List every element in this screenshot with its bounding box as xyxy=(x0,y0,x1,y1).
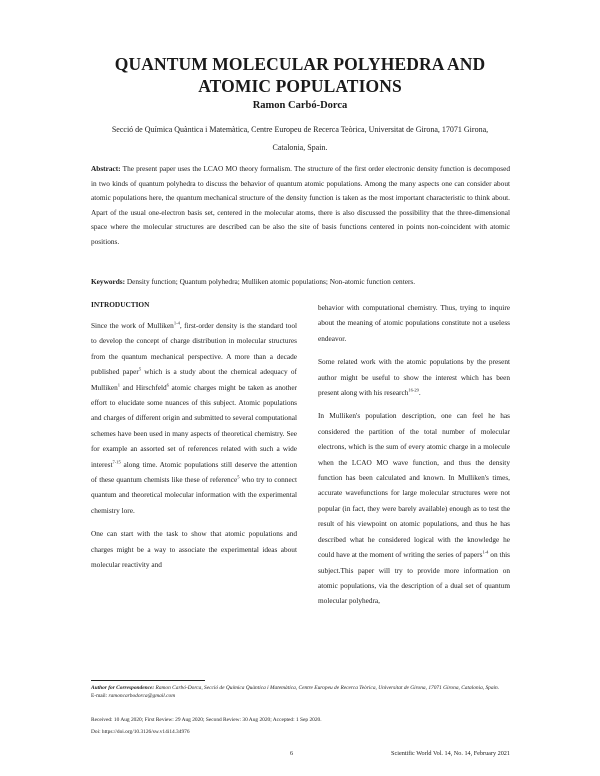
text-run: Since the work of Mulliken xyxy=(91,321,174,330)
intro-paragraph-4 xyxy=(318,354,510,400)
text-run: . xyxy=(418,388,421,398)
citation-ref: 6 xyxy=(166,382,169,388)
text-run: who try to connect quantum and theoretical molecular information with the experimental chemistry lore. xyxy=(91,475,297,515)
title-line-1: QUANTUM MOLECULAR POLYHEDRA AND xyxy=(114,54,486,74)
text-run: along time. Atomic populations still deserve the attention of these quantum chemists like these of reference xyxy=(91,459,297,485)
text-run: In Mulliken's population description, one can feel he has considered the partition of the total number of molecular electrons, which is the sum of every atomic charge in a molecule when the LCAO MO wave function, and thus the density function has been calculated and known. In Mulliken's times, accurate wavefunctions for large molecular structures were not popular (in fact, they were barely available) enough as to test the result of his viewpoint on atomic populations, and thus he has described what he considered logical with the knowledge he could have at the moment of writing the series of papers xyxy=(318,411,510,560)
text-run: which is a study about the chemical adequacy of Mulliken xyxy=(91,367,297,392)
footnote-divider xyxy=(91,680,205,681)
abstract xyxy=(91,162,510,250)
intro-paragraph-5 xyxy=(318,408,510,608)
doi-link[interactable]: Doi: https://doi.org/10.3126/sw.v14i14.34976 xyxy=(91,729,190,735)
email-link[interactable]: ramoncarbodorca@gmail.com xyxy=(108,693,176,700)
keywords-label: Keywords: xyxy=(91,277,126,286)
abstract-label: Abstract: xyxy=(91,164,121,173)
right-column xyxy=(318,300,510,617)
correspondence-label: Author for Correspondence: xyxy=(91,685,155,691)
email-label: E-mail: xyxy=(91,693,109,700)
intro-paragraph-3: behavior with computational chemistry. Thus, trying to inquire about the meaning of atomic populations constitute not a useless endeavor. xyxy=(318,303,510,343)
title-line-2: ATOMIC POPULATIONS xyxy=(198,76,402,96)
citation-ref: 7-15 xyxy=(112,459,121,465)
citation-ref: 16-29 xyxy=(408,387,419,393)
affiliation xyxy=(90,121,510,157)
correspondence-text: Ramon Carbó-Dorca, Secció de Química Quàntica i Matemàtica, Centre Europeu de Recerca Teòrica, Universitat de Girona, 17071 Girona, Catalonia, Spain. xyxy=(154,685,500,691)
citation-ref: 1 xyxy=(117,382,121,388)
intro-paragraph-1 xyxy=(91,318,297,518)
page-number: 6 xyxy=(290,750,294,757)
text-run: on this subject.This paper will try to provide more information on atomic populations, via the description of a dual set of quantum molecular polyhedra, xyxy=(318,550,510,606)
citation-ref: 5 xyxy=(237,474,240,480)
text-run: and Hirschfeld xyxy=(120,382,167,392)
citation-ref: 1-4 xyxy=(482,549,489,555)
abstract-text: The present paper uses the LCAO MO theory formalism. The structure of the first order electronic density function is decomposed in two kinds of quantum polyhedra to discuss the behavior of quantum atomic populations. Among the many aspects one can consider about atomic populations here, the quantum mechanical structure of the density function is taken as the most important characteristic to think about. Apart of the usual one-electron basis set, centered in the molecular atoms, there is also discussed the possibility that the three-dimensional space where the molecular structures are described can be also the site of basis functions centered in points non-coincident with atomic positions. xyxy=(91,164,510,246)
text-run: Some related work with the atomic populations by the present author might be useful to show the interest which has been present along with his research xyxy=(318,357,510,398)
intro-paragraph-2: One can start with the task to show that atomic populations and charges might be a way to associate the experimental ideas about molecular reactivity and xyxy=(91,529,297,570)
left-column xyxy=(91,300,297,581)
affiliation-line-2: Catalonia, Spain. xyxy=(272,143,328,152)
paper-title xyxy=(60,53,540,97)
citation-ref: 1-4 xyxy=(173,320,180,326)
text-run: , first-order density is the standard tool to develop the concept of charge distribution in molecular structures from the quantum mechanical perspective. A more than a decade published paper xyxy=(91,321,297,377)
affiliation-line-1: Secció de Química Quàntica i Matemàtica, Centre Europeu de Recerca Teòrica, Universitat de Girona, 17071 Girona, xyxy=(111,125,489,134)
keywords xyxy=(91,277,510,286)
author-name: Ramon Carbó-Dorca xyxy=(252,100,348,111)
section-heading: INTRODUCTION xyxy=(91,300,150,309)
review-dates: Received: 10 Aug 2020; First Review: 29 Aug 2020; Second Review: 30 Aug 2020; Accepted: 1 Sep 2020. xyxy=(91,717,322,723)
text-run: atomic charges might be taken as another effort to elucidate some nuances of this subject. Atomic populations and charges of different origin and submitted to several computational schemes have been used in many aspects of theoretical chemistry. See for example an assorted set of references related with such a wide interest xyxy=(91,382,298,469)
journal-info: Scientific World Vol. 14, No. 14, February 2021 xyxy=(391,750,510,757)
correspondence-note xyxy=(91,684,521,700)
keywords-text: Density function; Quantum polyhedra; Mulliken atomic populations; Non-atomic function centers. xyxy=(125,277,416,286)
citation-ref: 5 xyxy=(138,366,142,372)
